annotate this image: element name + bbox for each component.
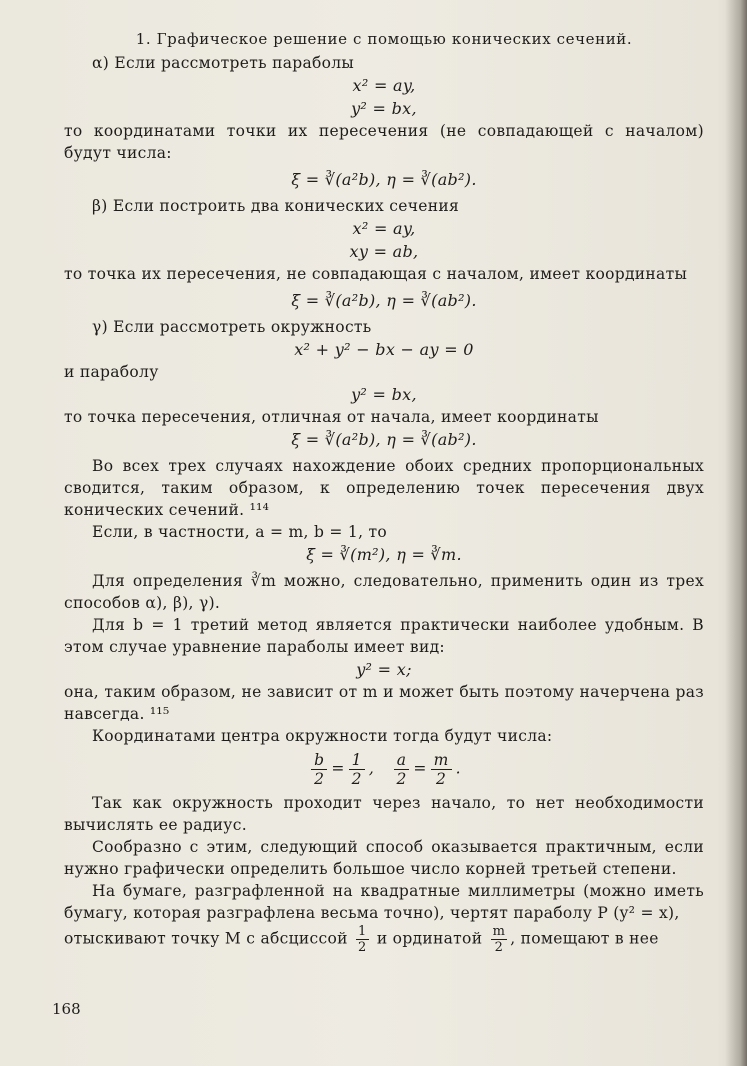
gamma-intro: γ) Если рассмотреть окружность xyxy=(92,318,372,336)
parabola-paragraph: она, таким образом, не зависит от m и может быть поэтому начерчена раз навсегда. ¹¹⁵ xyxy=(64,683,704,723)
beta-intro: β) Если построить два конических сечения xyxy=(92,197,460,215)
alpha-result: ξ = ∛(a²b), η = ∛(ab²). xyxy=(291,170,477,189)
center-paragraph: Координатами центра окружности тогда будут числа: xyxy=(92,727,553,745)
beta-result: ξ = ∛(a²b), η = ∛(ab²). xyxy=(291,291,477,310)
b1-paragraph: Для b = 1 третий метод является практически наиболее удобным. В этом случае уравнение параболы имеет вид: xyxy=(64,616,704,656)
gamma-equation-2: y² = bx, xyxy=(351,385,417,404)
beta-equation-1: x² = ay, xyxy=(352,219,416,238)
summary-paragraph: Во всех трех случаях нахождение обоих средних пропорциональных сводится, таким образом, к определению точек пересечения двух конических сечений. ¹¹⁴ xyxy=(64,457,704,519)
fraction-abscissa: $\frac{1}{2}$ xyxy=(358,924,367,955)
alpha-intro: α) Если рассмотреть параболы xyxy=(92,54,355,72)
paper-paragraph-end: отыскивают точку M с абсциссой $\frac{1}{2}$ и ординатой $\frac{m}{2}$ , помещают в нее xyxy=(64,924,659,955)
special-case: Если, в частности, a = m, b = 1, то xyxy=(92,523,388,541)
parabola-equation: y² = x; xyxy=(356,660,412,679)
fraction-m-over-2: $\frac{m}{2}$ xyxy=(431,751,452,788)
alpha-equation-2: y² = bx, xyxy=(351,99,417,118)
alpha-equation-1: x² = ay, xyxy=(352,76,416,95)
section-heading: 1. Графическое решение с помощью конических сечений. xyxy=(135,30,633,48)
determine-paragraph: Для определения ∛m можно, следовательно, применить один из трех способов α), β), γ). xyxy=(64,572,704,612)
method-paragraph: Сообразно с этим, следующий способ оказывается практичным, если нужно графически определить большое число корней третьей степени. xyxy=(64,838,704,878)
page-number: 168 xyxy=(52,1000,81,1018)
gamma-equation-1: x² + y² − bx − ay = 0 xyxy=(294,340,474,359)
paper-paragraph: На бумаге, разграфленной на квадратные миллиметры (можно иметь бумагу, которая разграфлена весьма точно), чертят параболу P (y² = x), xyxy=(64,882,704,922)
page-content xyxy=(64,24,704,955)
beta-text: то точка их пересечения, не совпадающая с началом, имеет координаты xyxy=(64,265,688,283)
fraction-a-over-2: $\frac{a}{2}$ xyxy=(394,751,410,788)
alpha-text: то координатами точки их пересечения (не совпадающей с началом) будут числа: xyxy=(64,122,704,162)
gamma-and: и параболу xyxy=(64,363,159,381)
gamma-result: ξ = ∛(a²b), η = ∛(ab²). xyxy=(291,430,477,449)
gamma-text: то точка пересечения, отличная от начала, имеет координаты xyxy=(64,408,599,426)
fraction-ordinate: $\frac{m}{2}$ xyxy=(492,924,506,955)
page-edge-shadow xyxy=(725,0,747,1066)
fraction-b-over-2: $\frac{b}{2}$ xyxy=(311,751,327,788)
center-coordinates: $\frac{b}{2}$ = $\frac{1}{2}$ , $\frac{a}{2}$ = $\frac{m}{2}$ . xyxy=(64,751,704,788)
special-result: ξ = ∛(m²), η = ∛m. xyxy=(306,545,462,564)
fraction-1-over-2: $\frac{1}{2}$ xyxy=(349,751,365,788)
beta-equation-2: xy = ab, xyxy=(349,242,419,261)
radius-paragraph: Так как окружность проходит через начало, то нет необходимости вычислять ее радиус. xyxy=(64,794,704,834)
